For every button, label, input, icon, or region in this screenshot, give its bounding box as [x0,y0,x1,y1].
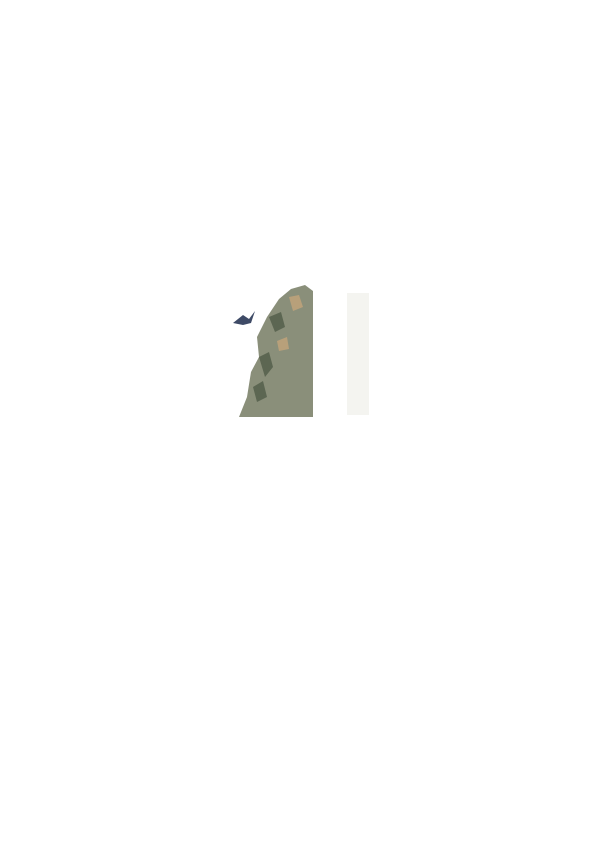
label-column [347,293,369,415]
geologic-column-illustration [229,277,371,420]
